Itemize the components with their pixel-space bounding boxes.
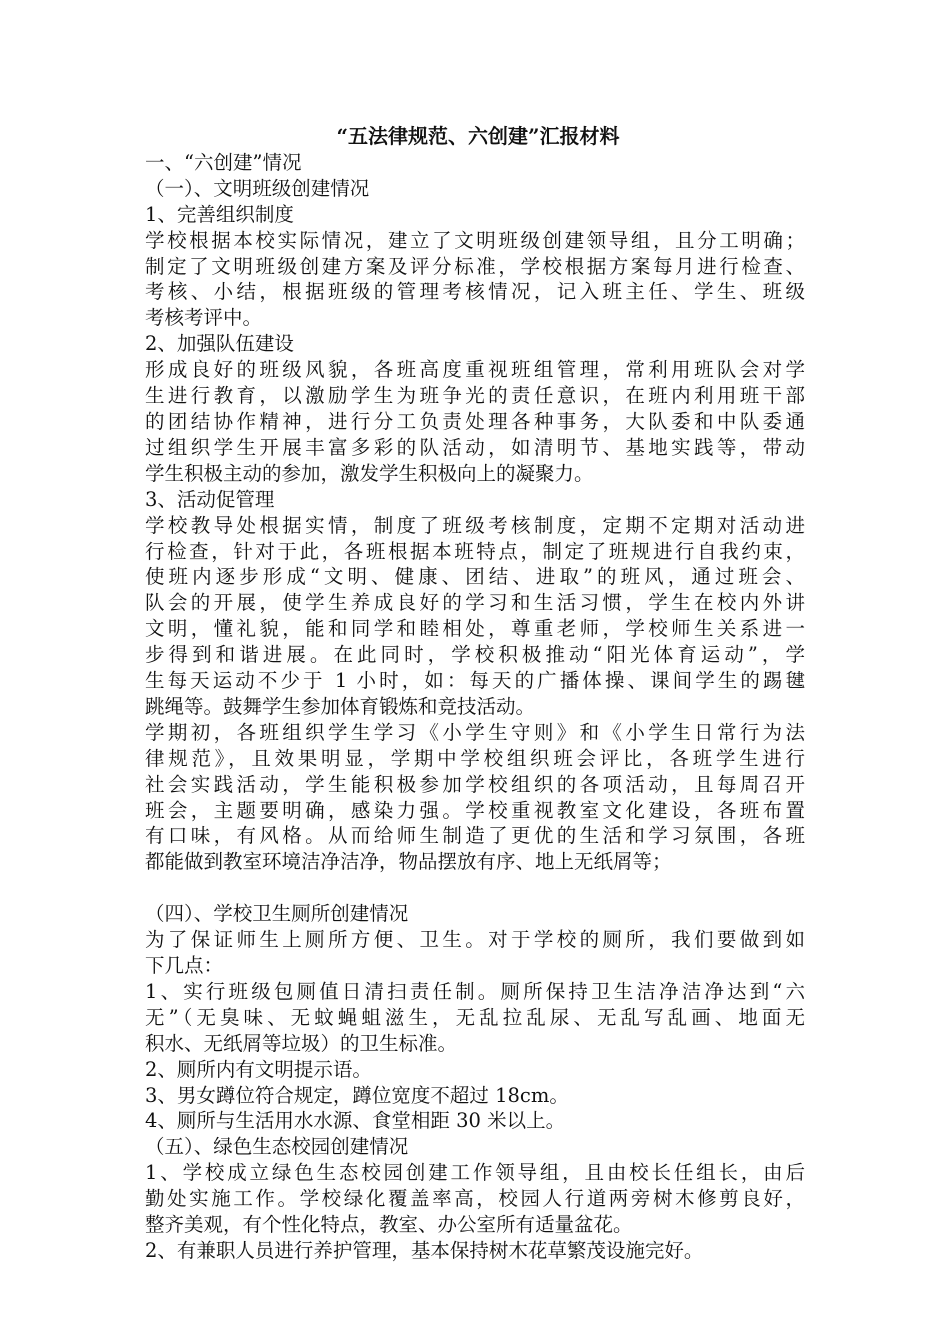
text-line: 有口味，有风格。从而给师生制造了更优的生活和学习氛围，各班 [145,824,805,848]
text-line: 无”（无臭味、无蚊蝇蛆滋生，无乱拉乱尿、无乱写乱画、地面无 [145,1005,805,1029]
text-line: 2、加强队伍建设 [145,332,294,356]
text-line: 1、完善组织制度 [145,202,294,226]
blank-line [145,875,805,901]
text-line: （五）、绿色生态校园创建情况 [145,1135,409,1159]
text-line: 2、厕所内有文明提示语。 [145,1057,372,1081]
text-line: 的团结协作精神，进行分工负责处理各种事务，大队委和中队委通 [145,409,805,433]
text-line: 学期初，各班组织学生学习《小学生守则》和《小学生日常行为法 [145,720,805,744]
text-line: 都能做到教室环境洁净洁净，物品摆放有序、地上无纸屑等； [145,850,672,874]
document-body [145,124,805,1264]
text-line: 生进行教育，以激励学生为班争光的责任意识，在班内利用班干部 [145,384,805,408]
text-line: （一）、文明班级创建情况 [145,176,370,200]
text-line: 考核考评中。 [145,306,263,330]
text-line: 学校教导处根据实情，制度了班级考核制度，定期不定期对活动进 [145,513,805,537]
text-line: 跳绳等。鼓舞学生参加体育锻炼和竞技活动。 [145,694,536,718]
text-line: 1、学校成立绿色生态校园创建工作领导组，且由校长任组长，由后 [145,1161,805,1185]
text-line: 为了保证师生上厕所方便、卫生。对于学校的厕所，我们要做到如 [145,928,805,952]
text-line: 步得到和谐进展。在此同时，学校积极推动“阳光体育运动”，学 [145,643,805,667]
text-line: 生每天运动不少于 1 小时，如：每天的广播体操、课间学生的踢毽 [145,669,805,693]
text-line: 过组织学生开展丰富多彩的队活动，如清明节、基地实践等，带动 [145,435,805,459]
text-line: 律规范》，且效果明显，学期中学校组织班会评比，各班学生进行 [145,746,805,770]
text-line: 文明，懂礼貌，能和同学和睦相处，尊重老师，学校师生关系进一 [145,617,805,641]
text-line: 行检查，针对于此，各班根据本班特点，制定了班规进行自我约束， [145,539,805,563]
text-line: 下几点： [145,953,224,977]
text-line: 形成良好的班级风貌，各班高度重视班组管理，常利用班队会对学 [145,358,805,382]
text-line: 社会实践活动，学生能积极参加学校组织的各项活动，且每周召开 [145,772,805,796]
text-line: （四）、学校卫生厕所创建情况 [145,902,409,926]
text-line: 学生积极主动的参加，激发学生积极向上的凝聚力。 [145,461,594,485]
text-line: 3、活动促管理 [145,487,275,511]
text-line: 积水、无纸屑等垃圾）的卫生标准。 [145,1031,458,1055]
text-line: 3、男女蹲位符合规定，蹲位宽度不超过 18cm。 [145,1083,569,1107]
text-line: 勤处实施工作。学校绿化覆盖率高，校园人行道两旁树木修剪良好， [145,1187,805,1211]
text-line: 1、实行班级包厕值日清扫责任制。厕所保持卫生洁净洁净达到“六 [145,979,805,1003]
text-line: 队会的开展，使学生养成良好的学习和生活习惯，学生在校内外讲 [145,591,805,615]
text-line: 4、厕所与生活用水水源、食堂相距 30 米以上。 [145,1109,566,1133]
text-line: 考核、小结，根据班级的管理考核情况，记入班主任、学生、班级 [145,280,805,304]
text-line: 制定了文明班级创建方案及评分标准，学校根据方案每月进行检查、 [145,254,805,278]
text-line: 班会，主题要明确，感染力强。学校重视教室文化建设，各班布置 [145,798,805,822]
text-line: 学校根据本校实际情况，建立了文明班级创建领导组，且分工明确； [145,228,805,252]
text-line: 一、“六创建”情况 [145,150,302,174]
text-line: 整齐美观，有个性化特点，教室、办公室所有适量盆花。 [145,1213,633,1237]
paragraph-lines [145,150,805,1264]
document-title: “五法律规范、六创建”汇报材料 [336,124,620,148]
text-line: 2、有兼职人员进行养护管理，基本保持树木花草繁茂设施完好。 [145,1238,704,1262]
text-line: 使班内逐步形成“文明、健康、团结、进取”的班风，通过班会、 [145,565,805,589]
